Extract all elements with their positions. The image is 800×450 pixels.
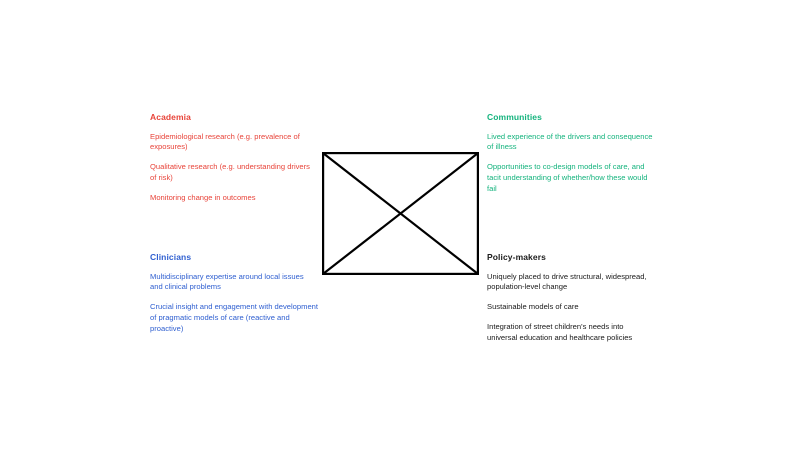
quadrant-clinicians [150,252,318,335]
quadrant-policy-makers [487,252,655,344]
quadrant-communities-item-1: Lived experience of the drivers and consequence of illness [487,131,653,152]
quadrant-policy-makers-item-2: Sustainable models of care [487,302,579,312]
quadrant-academia-title: Academia [150,112,191,122]
quadrant-academia-item-1: Epidemiological research (e.g. prevalence of exposures) [150,131,300,152]
quadrant-clinicians-item-1: Multidisciplinary expertise around local issues and clinical problems [150,271,304,292]
quadrant-policy-makers-item-1: Uniquely placed to drive structural, widespread, population-level change [487,271,647,292]
quadrant-policy-makers-item-3: Integration of street children's needs into universal education and healthcare policies [487,321,633,342]
quadrant-communities [487,112,655,195]
quadrant-academia-item-3: Monitoring change in outcomes [150,192,256,202]
quadrant-clinicians-title: Clinicians [150,252,192,262]
quadrant-academia [150,112,318,204]
quadrant-communities-item-2: Opportunities to co-design models of care, and tacit understanding of whether/how these would fail [487,162,648,193]
center-rectangle-with-diagonals [322,152,479,275]
quadrant-academia-item-2: Qualitative research (e.g. understanding drivers of risk) [150,162,310,182]
quadrant-communities-title: Communities [487,112,542,122]
quadrant-policy-makers-title: Policy-makers [487,252,546,262]
quadrant-clinicians-item-2: Crucial insight and engagement with development of pragmatic models of care (reactive and proactive) [150,302,319,333]
